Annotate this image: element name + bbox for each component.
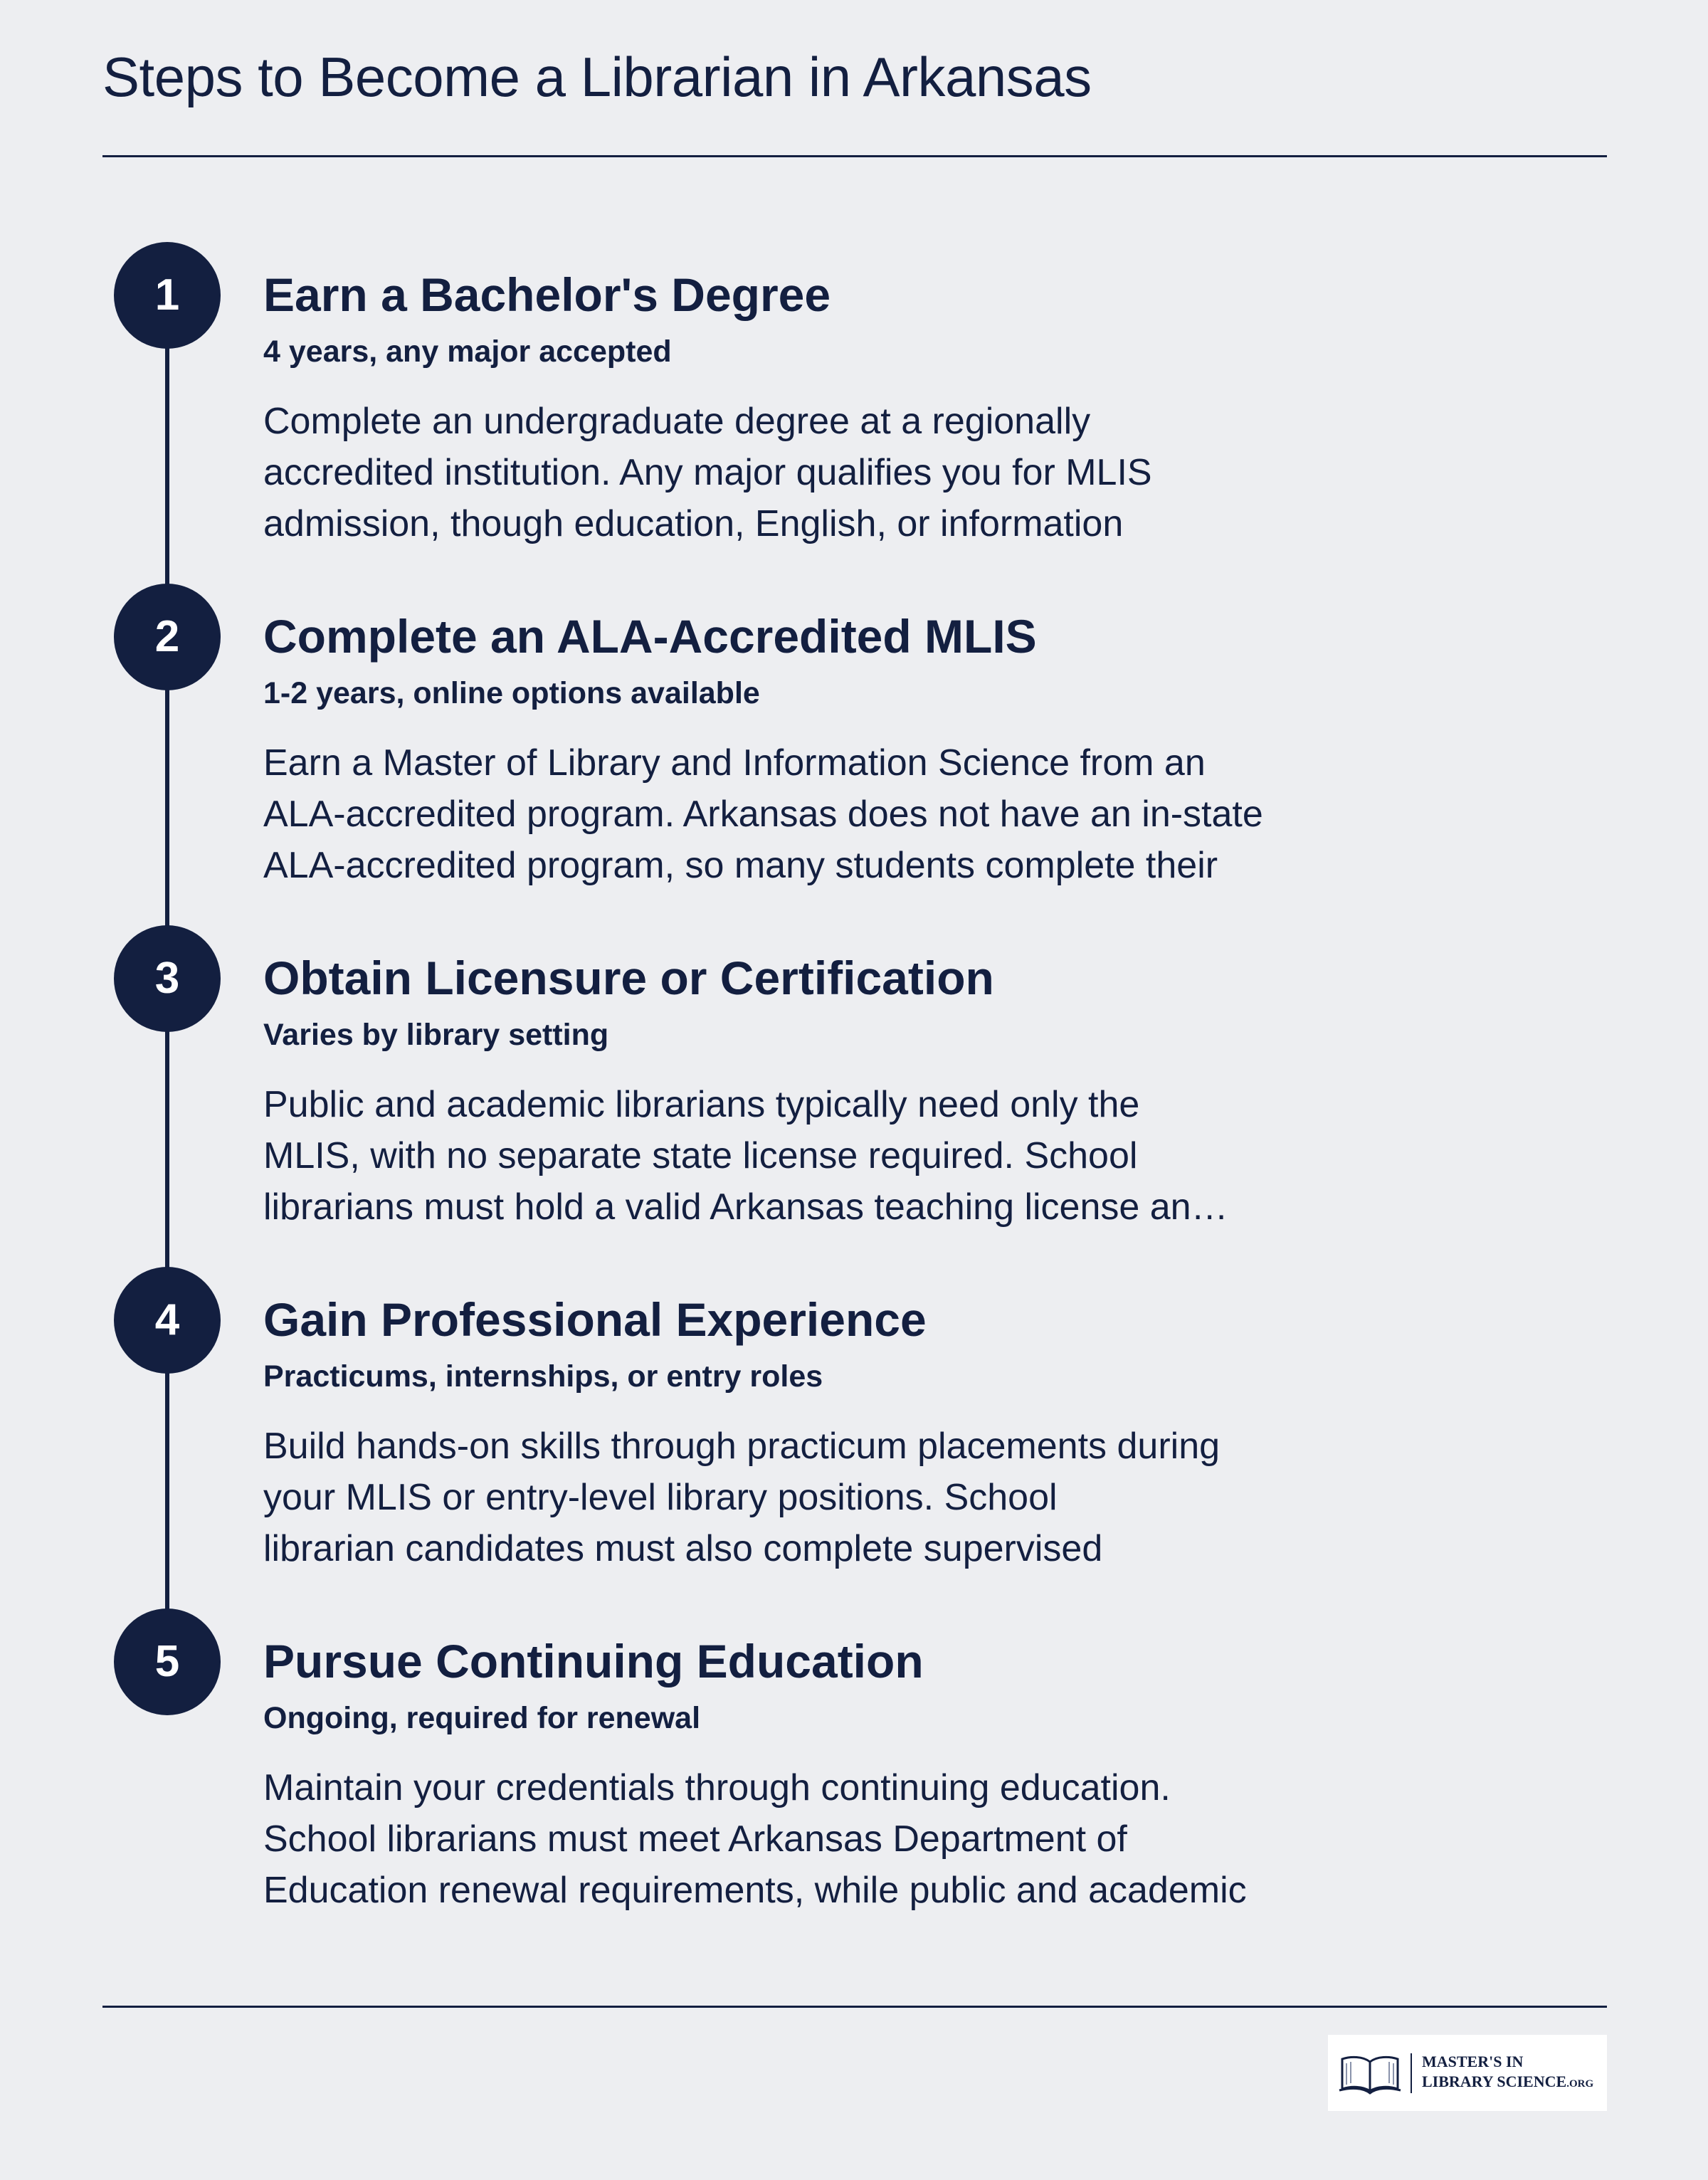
description-line: Education renewal requirements, while public and academic xyxy=(263,1870,1247,1912)
open-book-icon xyxy=(1338,2052,1402,2095)
step-subtitle: Ongoing, required for renewal xyxy=(263,1700,701,1735)
bottom-divider xyxy=(102,2006,1607,2008)
page-title: Steps to Become a Librarian in Arkansas xyxy=(102,46,1092,108)
logo-divider xyxy=(1411,2053,1412,2093)
description-line: ALA-accredited program, so many students complete their xyxy=(263,845,1218,887)
step-title: Obtain Licensure or Certification xyxy=(263,952,994,1004)
logo-line-2-main: LIBRARY SCIENCE xyxy=(1422,2073,1567,2090)
logo-suffix: .ORG xyxy=(1566,2078,1594,2090)
step-description xyxy=(263,737,1430,891)
step-number-badge: 5 xyxy=(114,1608,221,1715)
step-item xyxy=(263,1294,1430,1574)
description-line: your MLIS or entry-level library positions. School xyxy=(263,1477,1058,1519)
description-line: Public and academic librarians typically need only the xyxy=(263,1084,1140,1126)
description-line: School librarians must meet Arkansas Department of xyxy=(263,1818,1127,1860)
description-line: ALA-accredited program. Arkansas does not have an in-state xyxy=(263,794,1263,836)
step-item xyxy=(263,269,1430,549)
step-description xyxy=(263,1762,1430,1916)
step-subtitle: Varies by library setting xyxy=(263,1017,609,1052)
step-title: Complete an ALA-Accredited MLIS xyxy=(263,610,1037,663)
description-line: librarians must hold a valid Arkansas teaching license an… xyxy=(263,1186,1228,1228)
step-title: Pursue Continuing Education xyxy=(263,1635,924,1687)
description-line: accredited institution. Any major qualifies you for MLIS xyxy=(263,452,1152,494)
step-item xyxy=(263,1636,1430,1916)
top-divider xyxy=(102,155,1607,157)
step-item xyxy=(263,611,1430,891)
description-line: Earn a Master of Library and Information Science from an xyxy=(263,742,1206,784)
step-number-badge: 1 xyxy=(114,242,221,349)
description-line: Build hands-on skills through practicum placements during xyxy=(263,1426,1221,1468)
step-number-badge: 3 xyxy=(114,925,221,1032)
step-subtitle: 1-2 years, online options available xyxy=(263,675,760,710)
step-number-badge: 2 xyxy=(114,584,221,690)
logo-line-2 xyxy=(1422,2072,1593,2094)
description-line: librarian candidates must also complete supervised xyxy=(263,1528,1103,1570)
step-title: Gain Professional Experience xyxy=(263,1293,927,1346)
step-subtitle: 4 years, any major accepted xyxy=(263,334,672,369)
site-logo[interactable] xyxy=(1328,2035,1607,2111)
description-line: MLIS, with no separate state license required. School xyxy=(263,1135,1138,1177)
logo-wordmark xyxy=(1422,2052,1593,2094)
description-line: Maintain your credentials through continuing education. xyxy=(263,1767,1171,1809)
description-line: admission, though education, English, or information xyxy=(263,503,1124,545)
step-description xyxy=(263,1079,1430,1233)
logo-line-1: MASTER'S IN xyxy=(1422,2053,1524,2070)
description-line: Complete an undergraduate degree at a regionally xyxy=(263,401,1091,443)
step-description xyxy=(263,1421,1430,1574)
step-title: Earn a Bachelor's Degree xyxy=(263,268,831,321)
step-number-badge: 4 xyxy=(114,1267,221,1374)
step-subtitle: Practicums, internships, or entry roles xyxy=(263,1359,823,1394)
step-description xyxy=(263,396,1430,549)
step-item xyxy=(263,952,1430,1233)
